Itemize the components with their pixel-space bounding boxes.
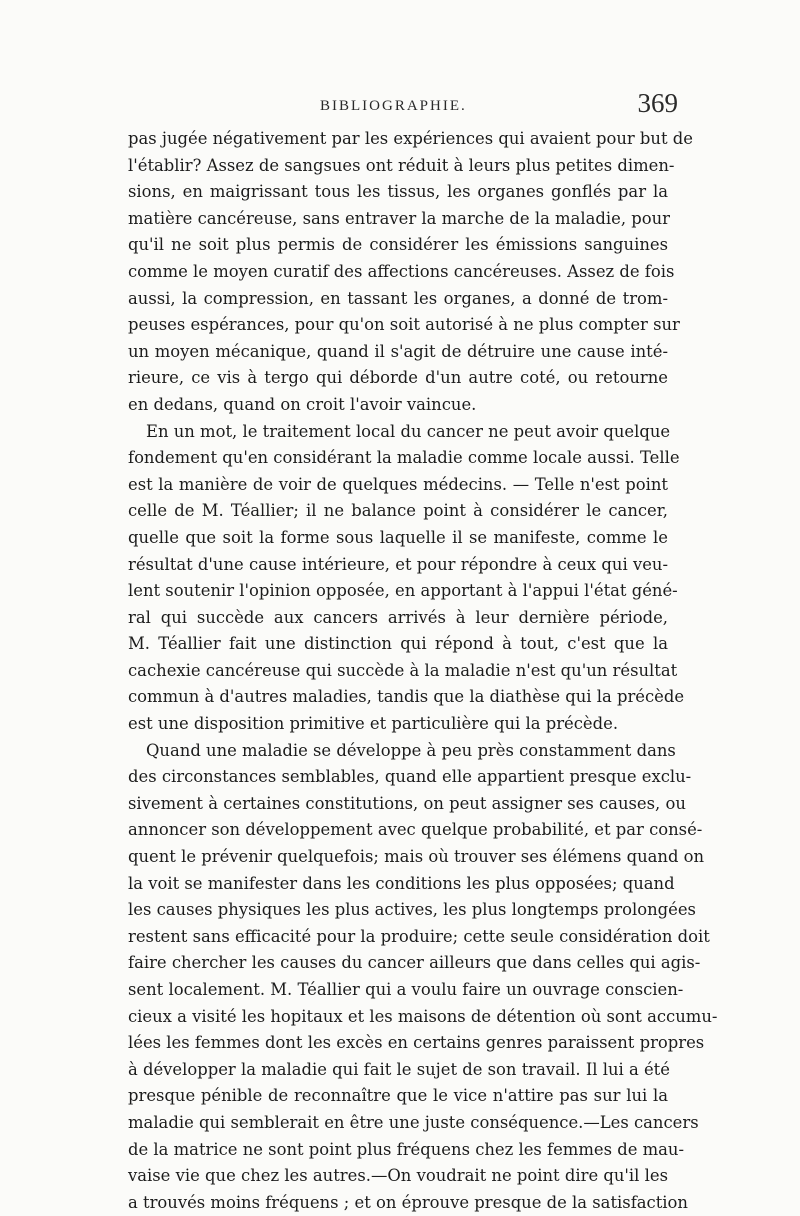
text-line: aussi, la compression, en tassant les organes, a donné de trom- (128, 288, 668, 308)
text-line: quent le prévenir quelquefois; mais où trouver ses élémens quand on (128, 847, 705, 867)
text-line: matière cancéreuse, sans entraver la marche de la maladie, pour (128, 208, 670, 228)
page-number: 369 (637, 88, 678, 118)
text-line: quelle que soit la forme sous laquelle il se manifeste, comme le (128, 527, 668, 547)
page-header (128, 88, 678, 122)
text-line: cachexie cancéreuse qui succède à la maladie n'est qu'un résultat (128, 660, 678, 680)
text-line: M. Téallier fait une distinction qui répond à tout, c'est que la (128, 634, 668, 654)
text-line: la voit se manifester dans les conditions les plus opposées; quand (128, 873, 675, 893)
text-line: fondement qu'en considérant la maladie comme locale aussi. Telle (128, 448, 680, 468)
running-title: BIBLIOGRAPHIE. (320, 98, 467, 114)
text-line: les causes physiques les plus actives, les plus longtemps prolongées (128, 900, 696, 920)
text-line-paragraph-start: Quand une maladie se développe à peu près constamment dans (146, 740, 676, 760)
text-line: faire chercher les causes du cancer ailleurs que dans celles qui agis- (128, 953, 701, 973)
text-line: à développer la maladie qui fait le sujet de son travail. Il lui a été (128, 1059, 670, 1079)
text-line: ral qui succède aux cancers arrivés à leur dernière période, (128, 607, 668, 627)
text-line: presque pénible de reconnaître que le vice n'attire pas sur lui la (128, 1086, 668, 1106)
text-line: celle de M. Téallier; il ne balance point à considérer le cancer, (128, 501, 668, 521)
text-line: des circonstances semblables, quand elle appartient presque exclu- (128, 767, 692, 787)
text-line: comme le moyen curatif des affections cancéreuses. Assez de fois (128, 261, 675, 281)
text-line: sions, en maigrissant tous les tissus, les organes gonflés par la (128, 182, 668, 202)
text-line: maladie qui semblerait en être une juste conséquence.—Les cancers (128, 1112, 699, 1132)
text-line: l'établir? Assez de sangsues ont réduit à leurs plus petites dimen- (128, 155, 675, 175)
text-line-paragraph-start: En un mot, le traitement local du cancer ne peut avoir quelque (146, 421, 671, 441)
text-line: qu'il ne soit plus permis de considérer les émissions sanguines (128, 235, 668, 255)
text-line: de la matrice ne sont point plus fréquens chez les femmes de mau- (128, 1139, 685, 1159)
text-line: rieure, ce vis à tergo qui déborde d'un autre coté, ou retourne (128, 368, 668, 388)
text-line: est la manière de voir de quelques médecins. — Telle n'est point (128, 474, 668, 494)
text-line: un moyen mécanique, quand il s'agit de détruire une cause inté- (128, 341, 668, 361)
text-line: a trouvés moins fréquens ; et on éprouve presque de la satisfaction (128, 1192, 688, 1212)
text-line: lent soutenir l'opinion opposée, en apportant à l'appui l'état géné- (128, 581, 678, 601)
text-line: annoncer son développement avec quelque probabilité, et par consé- (128, 820, 703, 840)
text-line: lées les femmes dont les excès en certains genres paraissent propres (128, 1033, 705, 1053)
text-line: sivement à certaines constitutions, on peut assigner ses causes, ou (128, 793, 686, 813)
text-line: pas jugée négativement par les expériences qui avaient pour but de (128, 129, 693, 148)
text-line-paragraph-end: en dedans, quand on croit l'avoir vaincue. (128, 394, 477, 414)
text-line: restent sans efficacité pour la produire; cette seule considération doit (128, 926, 710, 946)
text-line: vaise vie que chez les autres.—On voudrait ne point dire qu'il les (128, 1166, 668, 1186)
body-text (128, 126, 718, 1216)
text-line: peuses espérances, pour qu'on soit autorisé à ne plus compter sur (128, 315, 680, 335)
text-line: sent localement. M. Téallier qui a voulu faire un ouvrage conscien- (128, 980, 684, 999)
text-line: résultat d'une cause intérieure, et pour répondre à ceux qui veu- (128, 554, 668, 574)
text-line-paragraph-end: est une disposition primitive et particulière qui la précède. (128, 714, 619, 734)
text-line: cieux a visité les hopitaux et les maisons de détention où sont accumu- (128, 1006, 718, 1026)
text-line: commun à d'autres maladies, tandis que la diathèse qui la précède (128, 687, 685, 707)
